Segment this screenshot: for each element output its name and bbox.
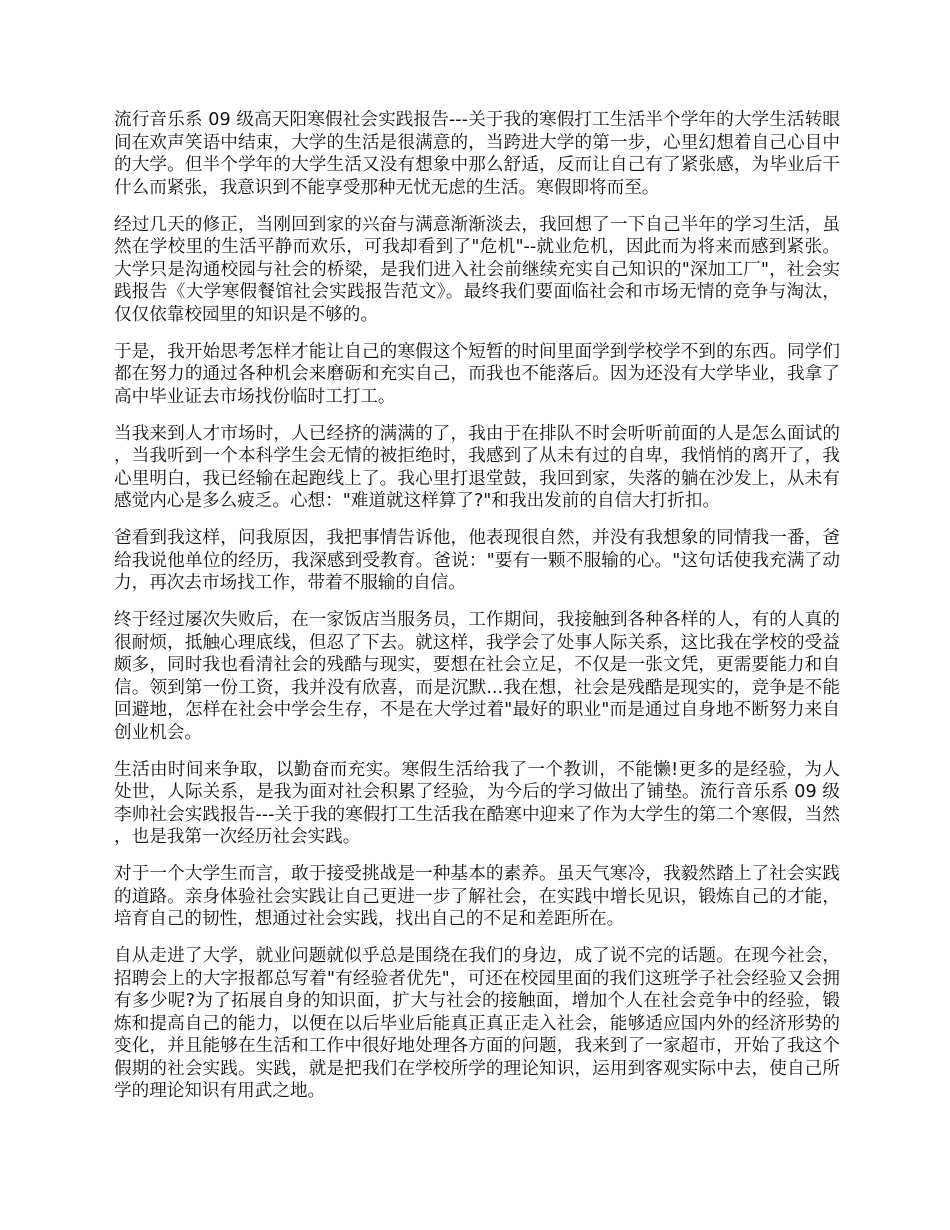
- paragraph-4: 当我来到人才市场时，人已经挤的满满的了，我由于在排队不时会听听前面的人是怎么面试的，当我听到一个本科学生会无情的被拒绝时，我感到了从未有过的自卑，我悄悄的离开了，我心里明白，我已经输在起跑线上了。我心里打退堂鼓，我回到家，失落的躺在沙发上，从未有感觉内心是多么疲乏。心想："难道就这样算了?"和我出发前的自信大打折扣。: [114, 423, 840, 511]
- paragraph-2: 经过几天的修正，当刚回到家的兴奋与满意渐渐淡去，我回想了一下自己半年的学习生活，虽然在学校里的生活平静而欢乐，可我却看到了"危机"--就业危机，因此而为将来而感到紧张。大学只是沟通校园与社会的桥梁，是我们进入社会前继续充实自己知识的"深加工厂"，社会实践报告《大学寒假餐馆社会实践报告范文》。最终我们要面临社会和市场无情的竞争与淘汰，仅仅依靠校园里的知识是不够的。: [114, 214, 840, 325]
- document-page: [114, 109, 840, 1117]
- paragraph-8: 对于一个大学生而言，敢于接受挑战是一种基本的素养。虽天气寒冷，我毅然踏上了社会实践的道路。亲身体验社会实践让自己更进一步了解社会，在实践中增长见识，锻炼自己的才能，培育自己的韧性，想通过社会实践，找出自己的不足和差距所在。: [114, 864, 840, 929]
- paragraph-5: 爸看到我这样，问我原因，我把事情告诉他，他表现很自然，并没有我想象的同情我一番，爸给我说他单位的经历，我深感到受教育。爸说："要有一颗不服输的心。"这句话使我充满了动力，再次去市场找工作，带着不服输的自信。: [114, 528, 840, 593]
- paragraph-9: 自从走进了大学，就业问题就似乎总是围绕在我们的身边，成了说不完的话题。在现今社会，招聘会上的大字报都总写着"有经验者优先"，可还在校园里面的我们这班学子社会经验又会拥有多少呢?为了拓展自身的知识面，扩大与社会的接触面，增加个人在社会竞争中的经验，锻炼和提高自己的能力，以便在以后毕业后能真正真正走入社会，能够适应国内外的经济形势的变化，并且能够在生活和工作中很好地处理各方面的问题，我来到了一家超市，开始了我这个假期的社会实践。实践，就是把我们在学校所学的理论知识，运用到客观实际中去，使自己所学的理论知识有用武之地。: [114, 946, 840, 1101]
- paragraph-6: 终于经过屡次失败后，在一家饭店当服务员，工作期间，我接触到各种各样的人，有的人真的很耐烦，抵触心理底线，但忍了下去。就这样，我学会了处事人际关系，这比我在学校的受益颇多，同时我也看清社会的残酷与现实，要想在社会立足，不仅是一张文凭，更需要能力和自信。领到第一份工资，我并没有欣喜，而是沉默...我在想，社会是残酷是现实的，竞争是不能回避地，怎样在社会中学会生存，不是在大学过着"最好的职业"而是通过自身地不断努力来自创业机会。: [114, 610, 840, 743]
- paragraph-3: 于是，我开始思考怎样才能让自己的寒假这个短暂的时间里面学到学校学不到的东西。同学们都在努力的通过各种机会来磨砺和充实自己，而我也不能落后。因为还没有大学毕业，我拿了高中毕业证去市场找份临时工打工。: [114, 341, 840, 407]
- paragraph-7: 生活由时间来争取，以勤奋而充实。寒假生活给我了一个教训，不能懒!更多的是经验，为人处世，人际关系，是我为面对社会积累了经验，为今后的学习做出了铺垫。流行音乐系 09 级李帅社会实践报告---关于我的寒假打工生活我在酷寒中迎来了作为大学生的第二个寒假，当然，也是我第一次经历社会实践。: [114, 759, 840, 847]
- paragraph-1: 流行音乐系 09 级高天阳寒假社会实践报告---关于我的寒假打工生活半个学年的大学生活转眼间在欢声笑语中结束，大学的生活是很满意的，当跨进大学的第一步，心里幻想着自己心目中的大学。但半个学年的大学生活又没有想象中那么舒适，反而让自己有了紧张感，为毕业后干什么而紧张，我意识到不能享受那种无忧无虑的生活。寒假即将而至。: [114, 110, 840, 198]
